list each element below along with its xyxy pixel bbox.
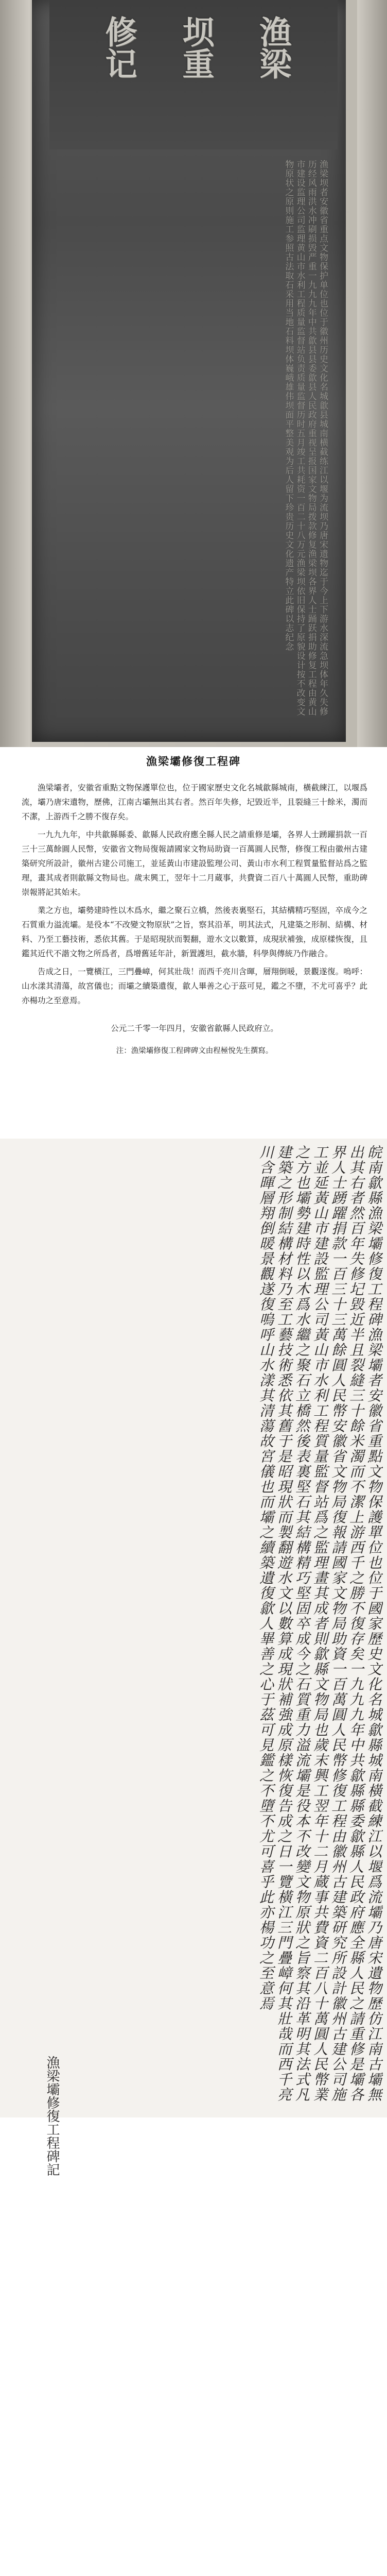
- paragraph: 漁梁壩者，安徽省重點文物保護單位也，位于國家歷史文化名城歙縣城南，橫截練江，以堰爲流，壩乃唐宋遺物，歷佛，江南古壩無出其右者。然百年失修，圮毀近半，且裂縫三十餘米，濁而不潔，上游西千之勝不復存矣。: [22, 783, 367, 821]
- stele-photo: [0, 0, 387, 747]
- paragraph: 一九九九年，中共歙縣縣委、歙縣人民政府應全縣人民之請重修是壩，各界人士踴躍捐款一百三十三萬餘圓人民幣，安徽省文物局復報請國家文物局助資一百萬圓人民幣，修復工程由徽州古建築研究所設計，徽州古建公司施工，並延黃山市建設監理公司、黃山市水利工程質量監督站爲之監理，畫其成者則歙縣文物局也。歲末興工，翌年十二月蔵事，共費資二百八十萬圓人民幣，重助碑崇報將記其始末。: [22, 830, 367, 897]
- carved-title-col-2: 坝重: [177, 15, 215, 79]
- carved-title-col-3: 修记: [100, 15, 137, 79]
- stone-frame-right: [357, 0, 387, 747]
- signature-line: 公元二千零一年四月，安徽省歙縣人民政府立。: [111, 1024, 278, 1033]
- author-note: 注：漁梁壩修復工程碑碑文由程極悅先生撰寫。: [116, 1047, 273, 1055]
- paragraph: 業之方也，壩勢建時性以木爲水，繼之聚石立橋，然後表裏堅石，其結構精巧堅固，卒成今之石質重力溢流壩。是役本“不改變文物原狀”之旨，察其沿革，明其法式，凡建築之形制、結構、材料、乃至工藝技術，悉依其舊。于是昭現狀而製翻，遊水文以數算，成現狀補強，成原樣恢復，且鑑其近代不諧文物之所爲者，爲增舊延年計，新置護坦，截水牆，科學與傳統乃作融合。: [22, 906, 367, 958]
- document-body: [22, 781, 367, 1062]
- stone-frame-left: [0, 0, 30, 747]
- carved-title-col-1: 渔梁: [254, 15, 292, 79]
- calligraphy-sign-off: 漁梁壩修復工程碑記: [44, 2056, 60, 2176]
- paragraph: 告成之日，一覽橫江，三門疊嶂，何其壯哉！而西千亮川含暉，層翔倒暖，景觀遂復。嗚呼：山水漾其清蕩，故宮儀也；而壩之續築遺復，歙人畢善之心于茲可見，鑑之不墮，不尤可喜乎？此亦楊功之至意焉。: [22, 967, 367, 1005]
- calligraphy-scroll: [0, 1139, 387, 2176]
- stele-inscription: 渔梁坝者安徽省重点文物保护单位也位于徽州历史文化名城歙县城南横截练江以堰为流坝乃唐宋遗物迄于今上下游水深流急坝体年久失修历经风雨洪水冲刷损毁严重一九九九年中共歙县县委歙县人民政府重视呈报国家文物局拨款修复渔梁坝各界人士踊跃捐助修复工程由黄山市建设监理公司监理黄山市水利工程质量监督站负责质量监督历时五月竣工共耗资一百二十八万元渔梁坝依旧保持了原貌设计按不改变文物原状之原则施工参照古法取石采用当地石料坝体巍峨雄伟坝面平整美观为后人留下珍贵历史文化遗产特立此碑以志纪念: [283, 160, 328, 716]
- calligraphy-text: 皖南歙縣漁梁壩修復工程碑漁梁壩者安徽省重點文物保護單位也位于國家歷史文化名城歙縣城南橫截練江以堰爲流壩乃唐宋遺物歷仿江南古壩無出其右者然百年失修圮毀近半且裂縫三十餘米濁而不潔上游西千之勝不復存矣一九九九年中共歙縣縣委歙縣人民政府應全縣人民之請重修是壩各界人士踴躍捐款一百三十三萬餘圓人民幣安徽省文物局復報請國家文物局助資一百萬圓人民幣修復工程由徽州古建築研究所設計徽州古建公司施工並延黃山市建設監理公司黃山市水利工程質量監督站爲之監理畫其成者則歙縣文物局也歲末興工翌年十二月蔵事共費資二百八十萬圓人民幣業之方也壩勢建時性以木爲水繼之聚石立橋然後表裏堅石其結構精巧堅固卒成今之石質重力溢流壩是役本不改變文物原狀之旨察其沿革明其法式凡建築之形制結構材料乃至工藝技術悉依其舊于是昭現狀而製翻遊水文以數算成現狀補強成原樣恢復告成之日一覽橫江三門疊嶂何其壯哉而西千亮川含暉層翔倒暖景觀遂復嗚呼山水漾其清蕩故宮儀也而壩之續築遺復歙人畢善之心于茲可見鑑之不墮不尤可喜乎此亦楊功之至意焉: [257, 1145, 382, 2103]
- document-title: 漁梁壩修復工程碑: [146, 755, 241, 768]
